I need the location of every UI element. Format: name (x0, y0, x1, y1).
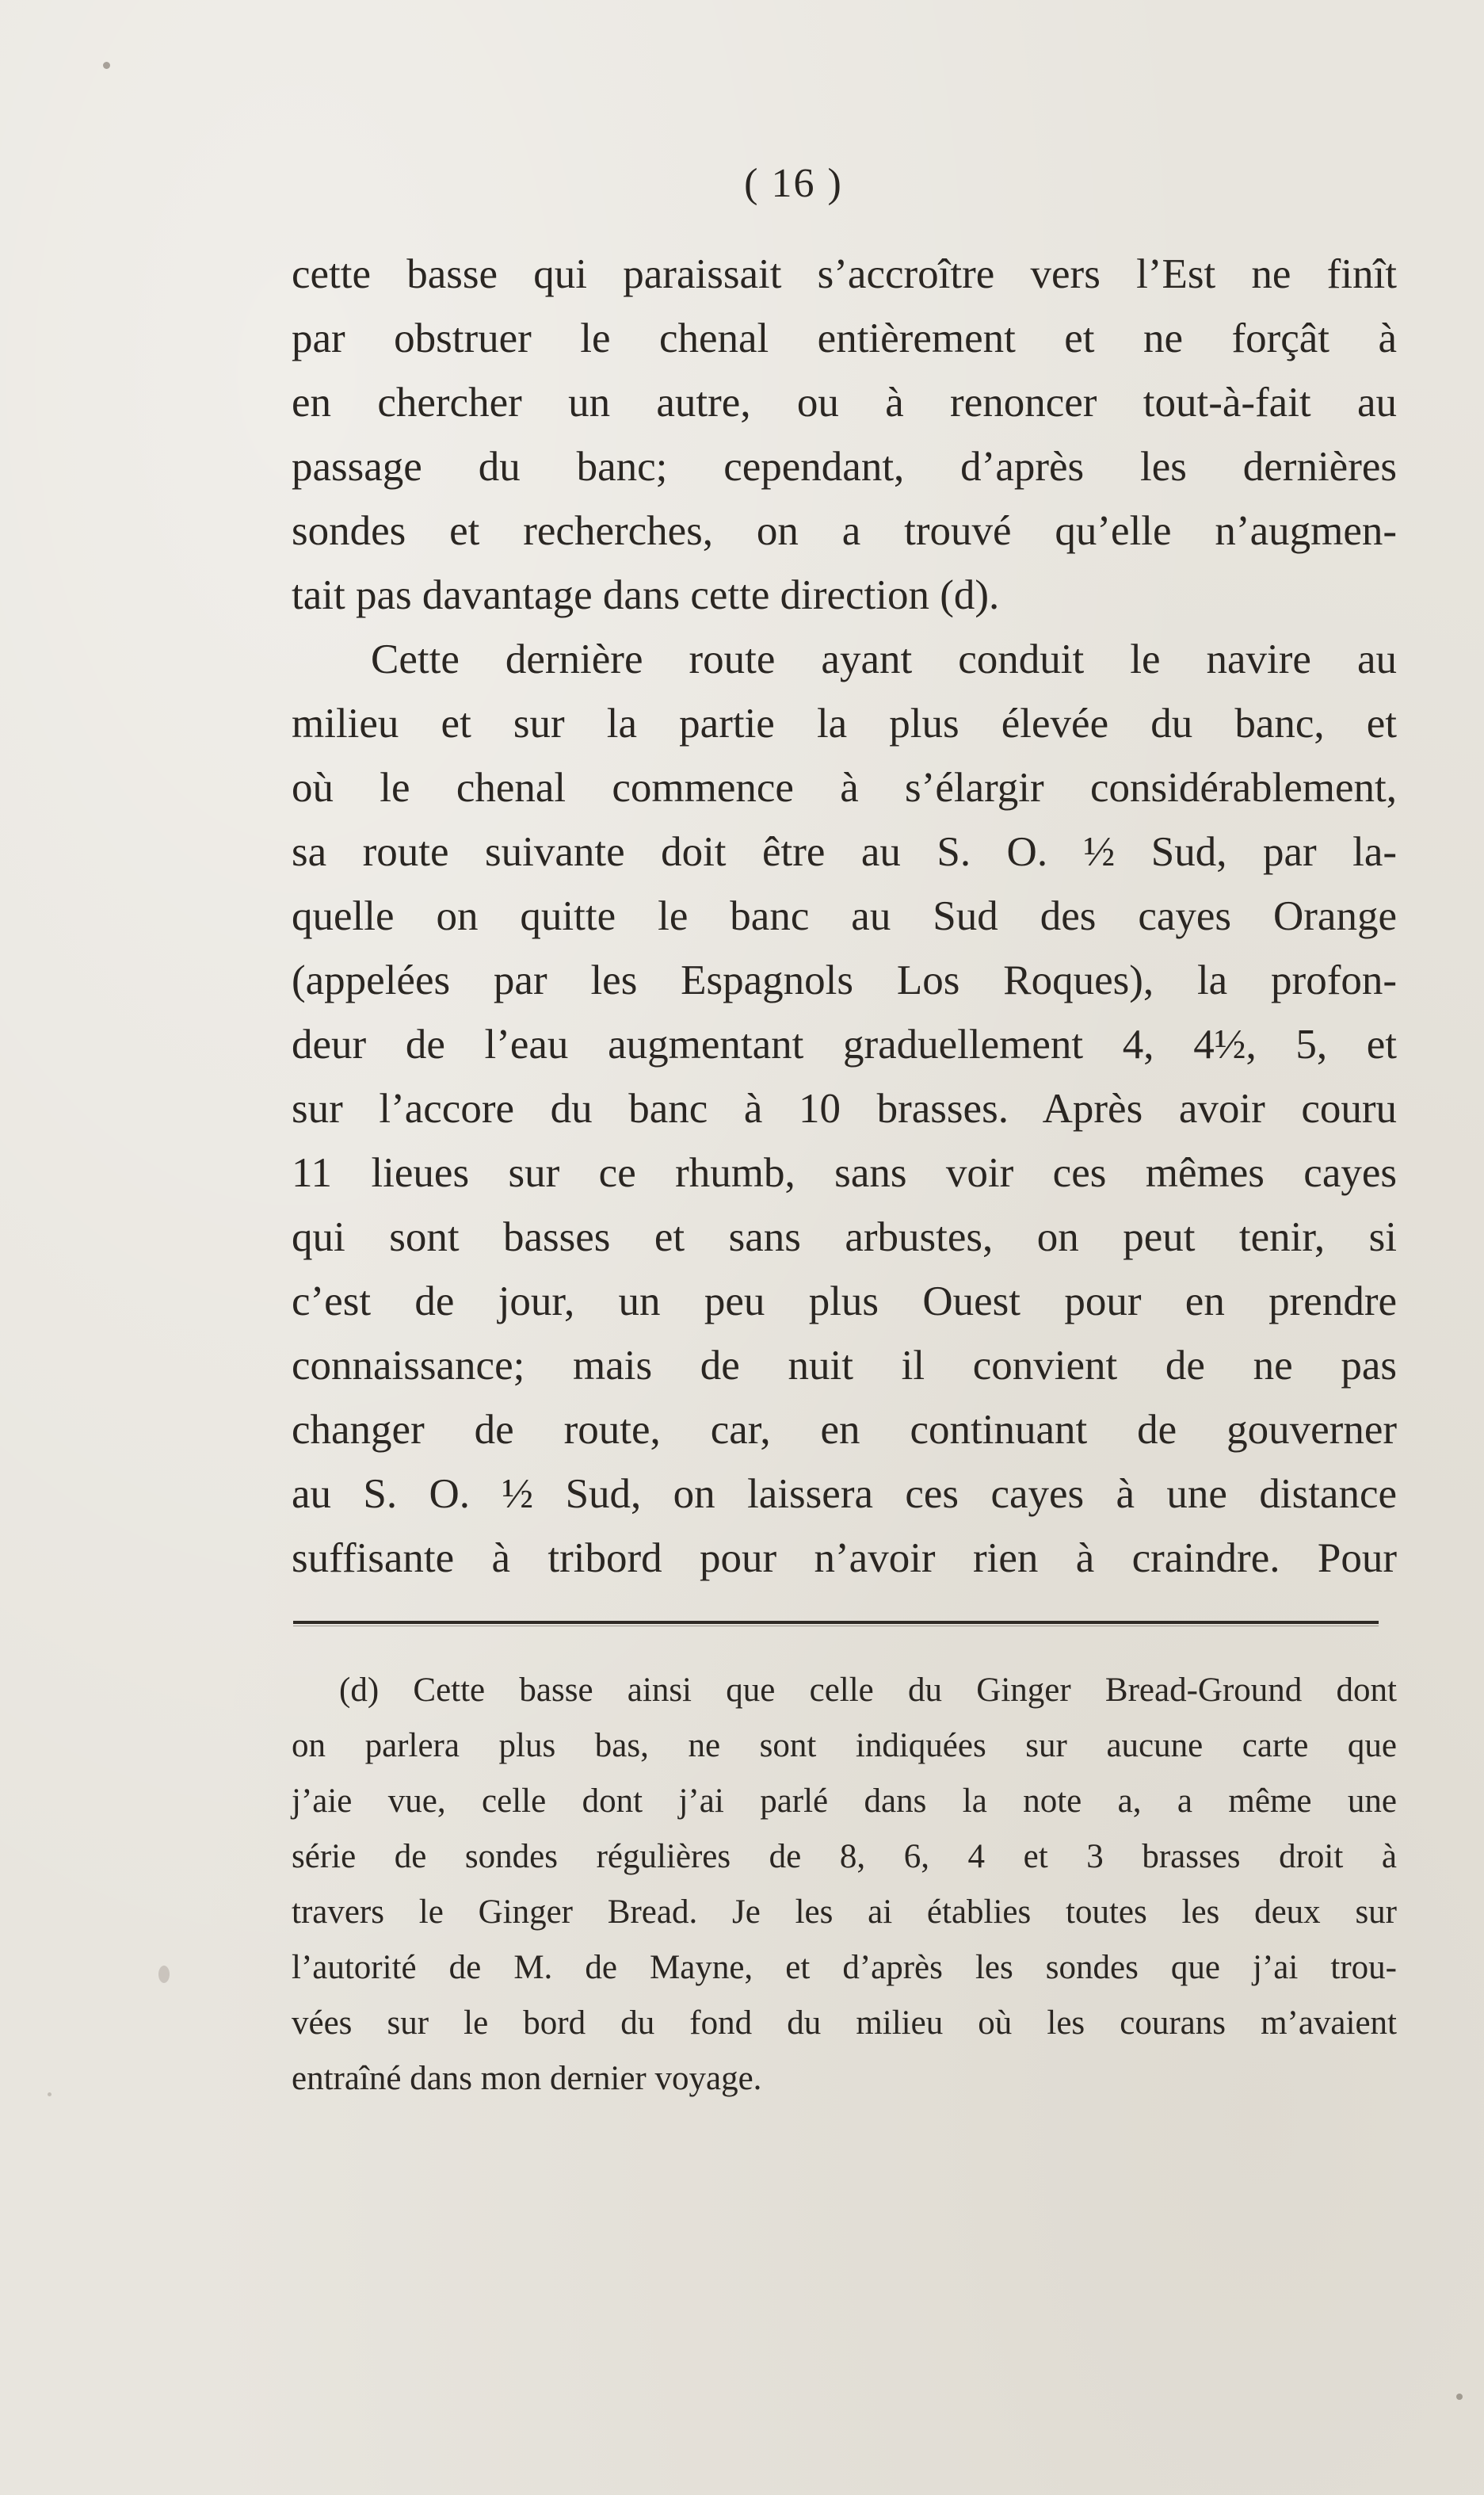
body-line: connaissance; mais de nuit il convient de ne pas (292, 1343, 1397, 1389)
body-line: cette basse qui paraissait s’accroître vers l’Est ne finît (292, 251, 1397, 297)
footnote-line: vées sur le bord du fond du milieu où les courans m’avaient (292, 2004, 1397, 2042)
body-line: sa route suivante doit être au S. O. ½ Sud, par la- (292, 829, 1397, 875)
footnote-line: (d) Cette basse ainsi que celle du Ginger Bread-Ground dont (339, 1672, 1397, 1709)
body-line: 11 lieues sur ce rhumb, sans voir ces mêmes cayes (292, 1150, 1397, 1196)
body-line: quelle on quitte le banc au Sud des cayes Orange (292, 893, 1397, 939)
body-line: tait pas davantage dans cette direction (d). (292, 572, 1000, 618)
body-line: qui sont basses et sans arbustes, on peut tenir, si (292, 1214, 1397, 1260)
body-line: où le chenal commence à s’élargir considérablement, (292, 765, 1397, 811)
body-line: au S. O. ½ Sud, on laissera ces cayes à une distance (292, 1471, 1397, 1517)
paper-speck (103, 62, 110, 69)
footnote-divider (293, 1621, 1379, 1624)
body-line: passage du banc; cependant, d’après les dernières (292, 444, 1397, 490)
footnote-line: travers le Ginger Bread. Je les ai établies toutes les deux sur (292, 1893, 1397, 1931)
body-line: deur de l’eau augmentant graduellement 4, 4½, 5, et (292, 1022, 1397, 1068)
body-line: changer de route, car, en continuant de gouverner (292, 1407, 1397, 1453)
body-line: Cette dernière route ayant conduit le navire au (371, 636, 1397, 682)
footnote-line: on parlera plus bas, ne sont indiquées sur aucune carte que (292, 1727, 1397, 1764)
footnote (292, 1663, 1397, 2107)
body-line: c’est de jour, un peu plus Ouest pour en prendre (292, 1278, 1397, 1324)
footnote-line: j’aie vue, celle dont j’ai parlé dans la note a, a même une (292, 1782, 1397, 1820)
footnote-line: entraîné dans mon dernier voyage. (292, 2060, 762, 2097)
footnote-line: série de sondes régulières de 8, 6, 4 et 3 brasses droit à (292, 1838, 1397, 1875)
body-text (292, 243, 1397, 1591)
body-line: en chercher un autre, ou à renoncer tout-à-fait au (292, 380, 1397, 426)
body-line: (appelées par les Espagnols Los Roques), la profon- (292, 957, 1397, 1003)
paper-speck (158, 1966, 170, 1983)
body-line: par obstruer le chenal entièrement et ne forçât à (292, 315, 1397, 361)
paper-speck (48, 2092, 52, 2096)
paper-speck (1456, 2394, 1463, 2400)
body-line: milieu et sur la partie la plus élevée du banc, et (292, 701, 1397, 747)
body-line: suffisante à tribord pour n’avoir rien à craindre. Pour (292, 1535, 1397, 1581)
page-number: ( 16 ) (744, 161, 843, 206)
footnote-line: l’autorité de M. de Mayne, et d’après les sondes que j’ai trou- (292, 1949, 1397, 1986)
body-line: sur l’accore du banc à 10 brasses. Après avoir couru (292, 1086, 1397, 1132)
body-line: sondes et recherches, on a trouvé qu’elle n’augmen- (292, 508, 1397, 554)
